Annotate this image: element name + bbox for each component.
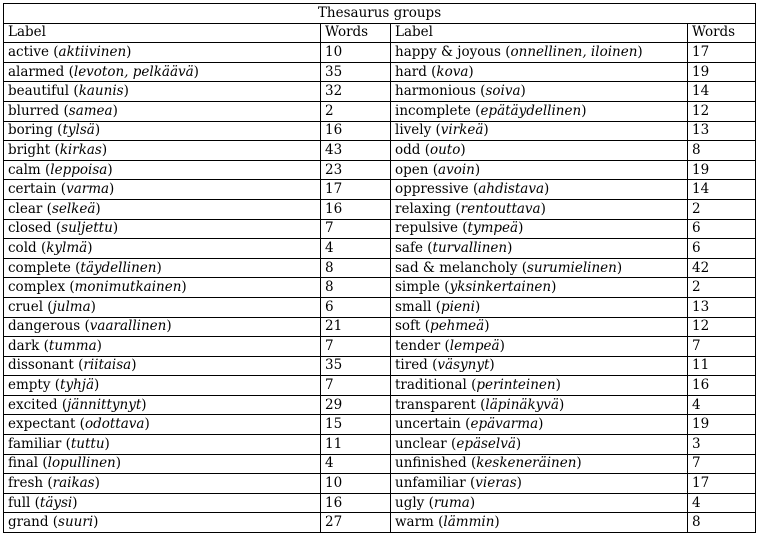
right-label-cell: warm (lämmin) (391, 513, 688, 533)
finnish-label: tumma (48, 337, 97, 354)
left-label-cell: complex (monimutkainen) (4, 278, 321, 298)
close-paren: ) (95, 200, 101, 217)
close-paren: ) (109, 181, 115, 198)
right-word-count: 7 (688, 337, 756, 357)
table-row (4, 474, 756, 494)
table-row (4, 121, 756, 141)
right-word-count: 19 (688, 62, 756, 82)
finnish-label: epätäydellinen (480, 102, 582, 119)
table-row (4, 278, 756, 298)
finnish-label: raikas (52, 475, 95, 492)
left-word-count: 16 (321, 199, 391, 219)
english-label: repulsive (395, 220, 458, 237)
right-word-count: 13 (688, 121, 756, 141)
right-label-cell: oppressive (ahdistava) (391, 180, 688, 200)
table-row (4, 356, 756, 376)
finnish-label: jännittynyt (67, 396, 142, 413)
left-word-count: 16 (321, 121, 391, 141)
finnish-label: levoton, pelkäävä (73, 63, 194, 80)
left-word-count: 29 (321, 395, 391, 415)
table-row (4, 435, 756, 455)
english-label: lively (395, 122, 432, 139)
close-paren: ) (489, 357, 495, 374)
left-label-cell: dangerous (vaarallinen) (4, 317, 321, 337)
table-row (4, 297, 756, 317)
english-label: small (395, 298, 432, 315)
finnish-label: leppoisa (50, 161, 108, 178)
english-label: final (8, 455, 39, 472)
english-label: certain (8, 181, 57, 198)
english-label: empty (8, 377, 51, 394)
table-row (4, 513, 756, 533)
english-label: expectant (8, 416, 76, 433)
finnish-label: suljettu (61, 220, 113, 237)
finnish-label: pieni (440, 298, 475, 315)
english-label: tender (395, 337, 441, 354)
left-label-cell: boring (tylsä) (4, 121, 321, 141)
right-label-cell: odd (outo) (391, 141, 688, 161)
close-paren: ) (181, 279, 187, 296)
left-word-count: 27 (321, 513, 391, 533)
english-label: alarmed (8, 63, 65, 80)
right-label-cell: incomplete (epätäydellinen) (391, 101, 688, 121)
right-label-cell: transparent (läpinäkyvä) (391, 395, 688, 415)
left-word-count: 23 (321, 160, 391, 180)
english-label: beautiful (8, 83, 70, 100)
left-label-cell: certain (varma) (4, 180, 321, 200)
finnish-label: rentouttava (460, 200, 541, 217)
left-word-count: 43 (321, 141, 391, 161)
right-label-cell: happy & joyous (onnellinen, iloinen) (391, 43, 688, 63)
header-label-right: Label (391, 23, 688, 43)
english-label: warm (395, 514, 434, 531)
english-label: dark (8, 337, 40, 354)
english-label: complete (8, 259, 71, 276)
title-row (4, 4, 756, 24)
close-paren: ) (616, 259, 623, 276)
close-paren: ) (551, 279, 557, 296)
table-title: Thesaurus groups (4, 4, 756, 24)
english-label: closed (8, 220, 52, 237)
left-word-count: 15 (321, 415, 391, 435)
right-word-count: 2 (688, 278, 756, 298)
finnish-label: epävarma (470, 416, 539, 433)
english-label: calm (8, 161, 41, 178)
table-row (4, 317, 756, 337)
right-word-count: 12 (688, 317, 756, 337)
english-label: full (8, 494, 31, 511)
table-row (4, 141, 756, 161)
english-label: oppressive (395, 181, 469, 198)
right-word-count: 19 (688, 160, 756, 180)
header-words-left: Words (321, 23, 391, 43)
right-label-cell: unfamiliar (vieras) (391, 474, 688, 494)
close-paren: ) (558, 396, 565, 413)
table-row (4, 82, 756, 102)
right-label-cell: ugly (ruma) (391, 493, 688, 513)
english-label: hard (395, 63, 427, 80)
english-label: unfamiliar (395, 475, 466, 492)
right-label-cell: soft (pehmeä) (391, 317, 688, 337)
close-paren: ) (94, 122, 101, 139)
left-label-cell: final (lopullinen) (4, 454, 321, 474)
close-paren: ) (474, 298, 481, 315)
right-label-cell: harmonious (soiva) (391, 82, 688, 102)
finnish-label: pehmeä (430, 318, 485, 335)
close-paren: ) (94, 377, 100, 394)
english-label: traditional (395, 377, 467, 394)
thesaurus-table-container (3, 3, 756, 533)
close-paren: ) (520, 83, 526, 100)
left-label-cell: excited (jännittynyt) (4, 395, 321, 415)
right-word-count: 7 (688, 454, 756, 474)
finnish-label: selkeä (51, 200, 96, 217)
finnish-label: läpinäkyvä (485, 396, 559, 413)
left-label-cell: dissonant (riitaisa) (4, 356, 321, 376)
english-label: soft (395, 318, 421, 335)
right-word-count: 19 (688, 415, 756, 435)
finnish-label: kaunis (78, 83, 124, 100)
right-label-cell: lively (virkeä) (391, 121, 688, 141)
english-label: fresh (8, 475, 44, 492)
table-row (4, 62, 756, 82)
close-paren: ) (94, 475, 100, 492)
left-label-cell: active (aktiivinen) (4, 43, 321, 63)
table-row (4, 219, 756, 239)
left-label-cell: dark (tumma) (4, 337, 321, 357)
english-label: cruel (8, 298, 44, 315)
close-paren: ) (141, 396, 147, 413)
close-paren: ) (156, 259, 162, 276)
finnish-label: outo (429, 141, 461, 158)
finnish-label: tuttu (70, 435, 105, 452)
finnish-label: surumielinen (526, 259, 617, 276)
right-word-count: 17 (688, 43, 756, 63)
close-paren: ) (112, 102, 118, 119)
table-row (4, 493, 756, 513)
right-word-count: 13 (688, 297, 756, 317)
english-label: active (8, 43, 49, 60)
english-label: happy & joyous (395, 43, 501, 60)
close-paren: ) (483, 122, 489, 139)
close-paren: ) (576, 455, 582, 472)
close-paren: ) (468, 63, 474, 80)
right-label-cell: tender (lempeä) (391, 337, 688, 357)
left-label-cell: familiar (tuttu) (4, 435, 321, 455)
right-label-cell: sad & melancholy (surumielinen) (391, 258, 688, 278)
close-paren: ) (540, 200, 546, 217)
right-label-cell: small (pieni) (391, 297, 688, 317)
finnish-label: monimutkainen (74, 279, 182, 296)
finnish-label: täydellinen (80, 259, 157, 276)
close-paren: ) (494, 514, 500, 531)
left-label-cell: bright (kirkas) (4, 141, 321, 161)
finnish-label: odottava (84, 416, 145, 433)
table-row (4, 376, 756, 396)
english-label: dangerous (8, 318, 81, 335)
finnish-label: varma (66, 181, 110, 198)
english-label: relaxing (395, 200, 452, 217)
english-label: open (395, 161, 429, 178)
finnish-label: lopullinen (47, 455, 116, 472)
finnish-label: kylmä (46, 239, 88, 256)
table-row (4, 199, 756, 219)
finnish-label: onnellinen, iloinen (510, 43, 638, 60)
english-label: blurred (8, 102, 60, 119)
left-word-count: 7 (321, 337, 391, 357)
finnish-label: vieras (475, 475, 517, 492)
left-word-count: 10 (321, 474, 391, 494)
left-word-count: 4 (321, 454, 391, 474)
right-label-cell: traditional (perinteinen) (391, 376, 688, 396)
right-word-count: 4 (688, 395, 756, 415)
left-label-cell: beautiful (kaunis) (4, 82, 321, 102)
right-label-cell: open (avoin) (391, 160, 688, 180)
finnish-label: samea (68, 102, 113, 119)
close-paren: ) (115, 455, 122, 472)
right-label-cell: unfinished (keskeneräinen) (391, 454, 688, 474)
finnish-label: epäselvä (456, 435, 516, 452)
left-label-cell: cruel (julma) (4, 297, 321, 317)
right-label-cell: unclear (epäselvä) (391, 435, 688, 455)
left-word-count: 16 (321, 493, 391, 513)
finnish-label: tylsä (62, 122, 95, 139)
close-paren: ) (469, 494, 476, 511)
right-word-count: 6 (688, 239, 756, 259)
left-word-count: 8 (321, 258, 391, 278)
right-word-count: 16 (688, 376, 756, 396)
english-label: unfinished (395, 455, 467, 472)
english-label: clear (8, 200, 43, 217)
finnish-label: kirkas (59, 141, 102, 158)
header-label-left: Label (4, 23, 321, 43)
left-word-count: 11 (321, 435, 391, 455)
left-label-cell: cold (kylmä) (4, 239, 321, 259)
close-paren: ) (107, 161, 113, 178)
left-word-count: 21 (321, 317, 391, 337)
right-word-count: 8 (688, 513, 756, 533)
finnish-label: suuri (58, 514, 94, 531)
right-word-count: 6 (688, 219, 756, 239)
table-row (4, 239, 756, 259)
close-paren: ) (104, 435, 110, 452)
english-label: sad & melancholy (395, 259, 518, 276)
close-paren: ) (474, 161, 481, 178)
close-paren: ) (126, 43, 132, 60)
finnish-label: soiva (485, 83, 521, 100)
english-label: unclear (395, 435, 447, 452)
right-word-count: 42 (688, 258, 756, 278)
right-label-cell: repulsive (tympeä) (391, 219, 688, 239)
left-label-cell: fresh (raikas) (4, 474, 321, 494)
close-paren: ) (460, 141, 466, 158)
finnish-label: yksinkertainen (449, 279, 552, 296)
right-label-cell: tired (väsynyt) (391, 356, 688, 376)
close-paren: ) (131, 357, 137, 374)
close-paren: ) (93, 514, 99, 531)
left-word-count: 7 (321, 219, 391, 239)
thesaurus-table (3, 3, 756, 533)
right-word-count: 8 (688, 141, 756, 161)
left-label-cell: closed (suljettu) (4, 219, 321, 239)
english-label: bright (8, 141, 51, 158)
english-label: excited (8, 396, 58, 413)
close-paren: ) (112, 220, 119, 237)
close-paren: ) (538, 416, 544, 433)
english-label: boring (8, 122, 53, 139)
close-paren: ) (96, 337, 102, 354)
close-paren: ) (193, 63, 199, 80)
left-label-cell: complete (täydellinen) (4, 258, 321, 278)
close-paren: ) (555, 377, 561, 394)
finnish-label: täysi (39, 494, 73, 511)
close-paren: ) (90, 298, 96, 315)
finnish-label: väsynyt (437, 357, 490, 374)
table-row (4, 180, 756, 200)
finnish-label: riitaisa (83, 357, 132, 374)
left-word-count: 4 (321, 239, 391, 259)
right-word-count: 14 (688, 180, 756, 200)
left-word-count: 35 (321, 356, 391, 376)
close-paren: ) (166, 318, 172, 335)
close-paren: ) (544, 181, 550, 198)
left-label-cell: blurred (samea) (4, 101, 321, 121)
right-word-count: 2 (688, 199, 756, 219)
close-paren: ) (518, 220, 524, 237)
english-label: complex (8, 279, 66, 296)
left-label-cell: grand (suuri) (4, 513, 321, 533)
table-row (4, 415, 756, 435)
left-word-count: 10 (321, 43, 391, 63)
left-label-cell: full (täysi) (4, 493, 321, 513)
left-word-count: 2 (321, 101, 391, 121)
english-label: cold (8, 239, 37, 256)
english-label: familiar (8, 435, 62, 452)
table-body (4, 43, 756, 533)
finnish-label: perinteinen (476, 377, 556, 394)
close-paren: ) (516, 475, 522, 492)
close-paren: ) (123, 83, 129, 100)
left-label-cell: empty (tyhjä) (4, 376, 321, 396)
close-paren: ) (515, 435, 522, 452)
table-row (4, 101, 756, 121)
finnish-label: kova (436, 63, 469, 80)
close-paren: ) (507, 239, 513, 256)
right-word-count: 11 (688, 356, 756, 376)
close-paren: ) (581, 102, 587, 119)
english-label: uncertain (395, 416, 461, 433)
english-label: ugly (395, 494, 425, 511)
close-paren: ) (72, 494, 78, 511)
finnish-label: tympeä (467, 220, 519, 237)
close-paren: ) (144, 416, 150, 433)
finnish-label: avoin (438, 161, 475, 178)
left-label-cell: clear (selkeä) (4, 199, 321, 219)
right-word-count: 12 (688, 101, 756, 121)
finnish-label: ahdistava (478, 181, 544, 198)
finnish-label: keskeneräinen (476, 455, 577, 472)
right-label-cell: uncertain (epävarma) (391, 415, 688, 435)
right-word-count: 4 (688, 493, 756, 513)
english-label: simple (395, 279, 440, 296)
right-label-cell: hard (kova) (391, 62, 688, 82)
close-paren: ) (499, 337, 505, 354)
english-label: harmonious (395, 83, 476, 100)
close-paren: ) (87, 239, 93, 256)
table-row (4, 395, 756, 415)
header-words-right: Words (688, 23, 756, 43)
table-row (4, 454, 756, 474)
english-label: safe (395, 239, 423, 256)
right-label-cell: relaxing (rentouttava) (391, 199, 688, 219)
english-label: transparent (395, 396, 476, 413)
finnish-label: ruma (433, 494, 470, 511)
left-word-count: 8 (321, 278, 391, 298)
english-label: incomplete (395, 102, 471, 119)
left-label-cell: expectant (odottava) (4, 415, 321, 435)
right-word-count: 3 (688, 435, 756, 455)
finnish-label: aktiivinen (58, 43, 127, 60)
left-word-count: 35 (321, 62, 391, 82)
english-label: odd (395, 141, 421, 158)
table-row (4, 337, 756, 357)
finnish-label: turvallinen (432, 239, 508, 256)
finnish-label: tyhjä (60, 377, 95, 394)
left-word-count: 6 (321, 297, 391, 317)
english-label: tired (395, 357, 428, 374)
close-paren: ) (484, 318, 490, 335)
close-paren: ) (637, 43, 643, 60)
english-label: dissonant (8, 357, 74, 374)
left-word-count: 7 (321, 376, 391, 396)
english-label: grand (8, 514, 49, 531)
left-label-cell: alarmed (levoton, pelkäävä) (4, 62, 321, 82)
table-row (4, 160, 756, 180)
left-word-count: 17 (321, 180, 391, 200)
right-label-cell: simple (yksinkertainen) (391, 278, 688, 298)
header-row (4, 23, 756, 43)
close-paren: ) (101, 141, 108, 158)
finnish-label: lämmin (443, 514, 495, 531)
left-label-cell: calm (leppoisa) (4, 160, 321, 180)
table-row (4, 258, 756, 278)
finnish-label: virkeä (440, 122, 484, 139)
right-label-cell: safe (turvallinen) (391, 239, 688, 259)
finnish-label: julma (52, 298, 91, 315)
table-row (4, 43, 756, 63)
right-word-count: 14 (688, 82, 756, 102)
finnish-label: vaarallinen (89, 318, 167, 335)
finnish-label: lempeä (449, 337, 500, 354)
left-word-count: 32 (321, 82, 391, 102)
right-word-count: 17 (688, 474, 756, 494)
